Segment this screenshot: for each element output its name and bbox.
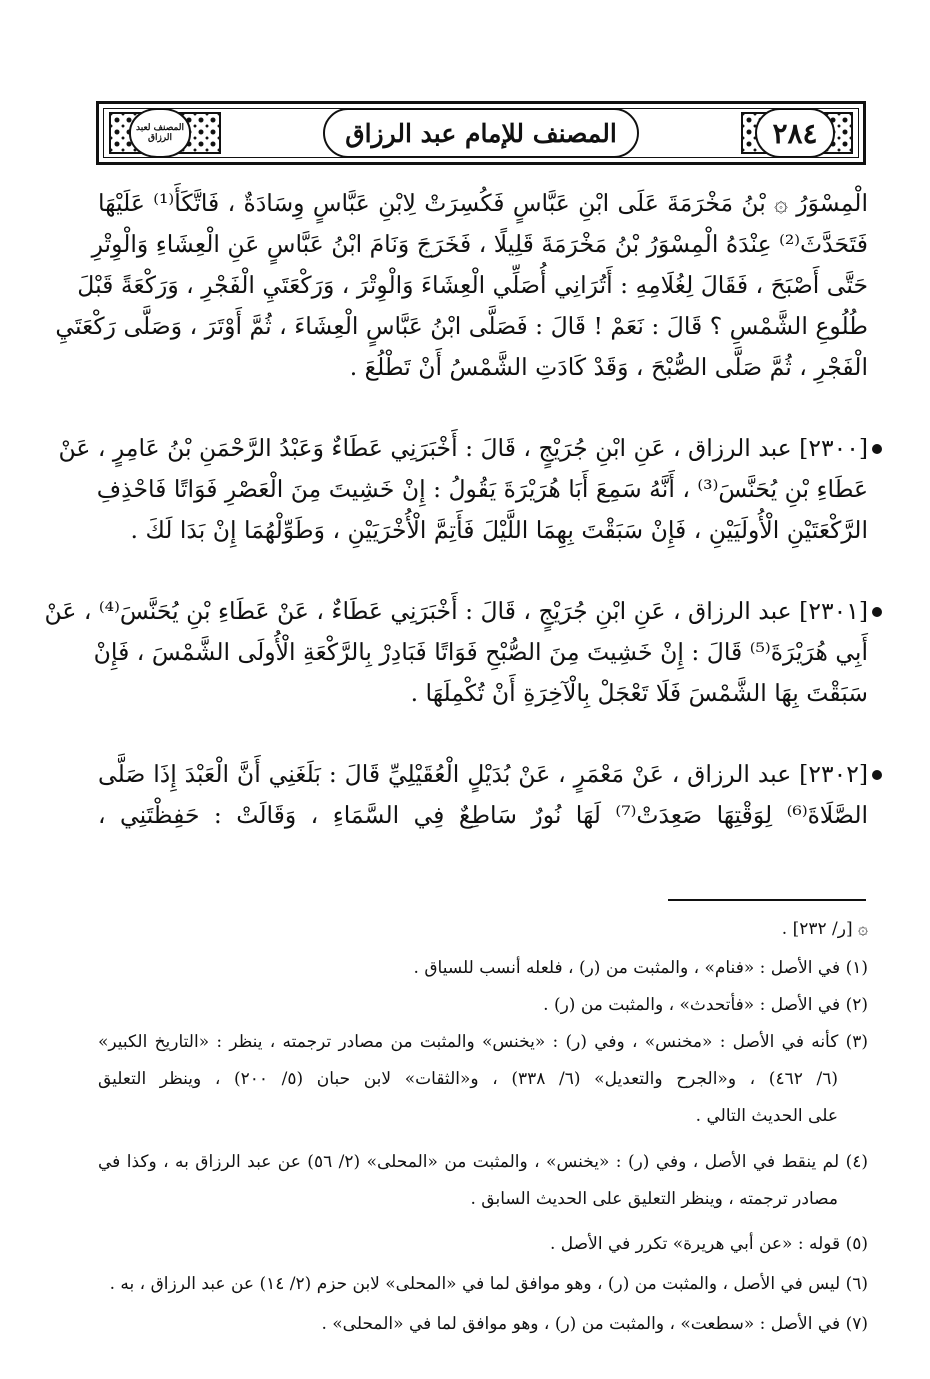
text-line: فَتَحَدَّثَ⁽²⁾ عِنْدَهُ الْمِسْوَرُ بْنُ مَخْرَمَةَ قَلِيلًا ، فَخَرَجَ وَنَامَ ابْنُ عَبَّاسٍ عَنِ الْعِشَاءِ وَالْوِتْرِ bbox=[91, 230, 868, 258]
hadith-bullet-icon bbox=[872, 444, 882, 454]
footnote-1: (١) في الأصل : «فنام» ، والمثبت من (ر) ، فلعله أنسب للسياق . bbox=[413, 958, 868, 978]
text-line: عَطَاءِ بْنِ يُحَنَّسَ⁽³⁾ ، أَنَّهُ سَمِعَ أَبَا هُرَيْرَةَ يَقُولُ : إِنْ خَشِيتَ مِنَ الْعَصْرِ فَوَاتًا فَاحْذِفِ bbox=[96, 475, 868, 503]
page-number: ٢٨٤ bbox=[772, 116, 818, 150]
footnote-3-cont: (٦/ ٤٦٢) ، و«الجرح والتعديل» (٦/ ٣٣٨) ، و«الثقات» لابن حبان (٥/ ٢٠٠) ، وينظر التعليق bbox=[98, 1069, 838, 1089]
page-number-box bbox=[755, 108, 835, 158]
footnote-4: (٤) لم ينقط في الأصل ، وفي (ر) : «يخنس» ، والمثبت من «المحلى» (٢/ ٥٦) عن عبد الرزاق به ، وكذا في bbox=[98, 1152, 868, 1172]
footnote-star: ۞ [ر/ ٢٣٢] . bbox=[781, 919, 868, 939]
text-line: أَبِي هُرَيْرَةَ⁽⁵⁾ قَالَ : إِنْ خَشِيتَ مِنَ الصُّبْحِ فَوَاتًا فَبَادِرْ بِالرَّكْعَةِ الْأُولَى الشَّمْسَ ، فَإِنْ bbox=[93, 638, 868, 666]
book-title: المصنف للإمام عبد الرزاق bbox=[345, 118, 617, 148]
footnote-3: (٣) كأنه في الأصل : «مخنس» ، وفي (ر) : «يخنس» والمثبت من مصادر ترجمته ، ينظر : «التاريخ الكبير» bbox=[98, 1032, 868, 1052]
text-line: الْفَجْرِ ، ثُمَّ صَلَّى الصُّبْحَ ، وَقَدْ كَادَتِ الشَّمْسُ أَنْ تَطْلُعَ . bbox=[349, 353, 868, 381]
text-line: الرَّكْعَتَيْنِ الْأُولَيَيْنِ ، فَإِنْ سَبَقْتَ بِهِمَا اللَّيْلَ فَأَتِمَّ الْأُخْرَيَيْنِ ، وَطَوِّلْهُمَا إِنْ بَدَا لَكَ . bbox=[130, 516, 868, 544]
text-line: حَتَّى أَصْبَحَ ، فَقَالَ لِغُلَامِهِ : أَتُرَانِي أُصَلِّي الْعِشَاءَ وَالْوِتْرَ ، وَرَكْعَتَيِ الْفَجْرِ ، وَرَكْعَةً قَبْلَ bbox=[77, 271, 868, 299]
text-line: الصَّلَاةَ⁽⁶⁾ لِوَقْتِهَا صَعِدَتْ⁽⁷⁾ لَهَا نُورٌ سَاطِعٌ فِي السَّمَاءِ ، وَقَالَتْ : حَفِظْتَنِي ، bbox=[98, 801, 869, 829]
footnote-6: (٦) ليس في الأصل ، والمثبت من (ر) ، وهو موافق لما في «المحلى» لابن حزم (٢/ ١٤) عن عبد الرزاق ، به . bbox=[109, 1274, 868, 1294]
footnote-4-cont: مصادر ترجمته ، وينظر التعليق على الحديث السابق . bbox=[470, 1189, 838, 1209]
book-seal-logo bbox=[129, 108, 191, 158]
hadith-2301-line: [٢٣٠١] عبد الرزاق ، عَنِ ابْنِ جُرَيْجٍ ، قَالَ : أَخْبَرَنِي عَطَاءٌ ، عَنْ عَطَاءِ بْنِ يُحَنَّسَ⁽⁴⁾ ، عَنْ bbox=[44, 597, 868, 625]
page-header bbox=[96, 101, 866, 165]
footnote-3-cont: على الحديث التالي . bbox=[695, 1106, 838, 1126]
hadith-2302-line: [٢٣٠٢] عبد الرزاق ، عَنْ مَعْمَرٍ ، عَنْ بُدَيْلٍ الْعُقَيْلِيِّ قَالَ : بَلَغَنِي أَنَّ الْعَبْدَ إِذَا صَلَّى bbox=[98, 760, 868, 788]
seal-text: المصنف لعبد الرزاق bbox=[136, 123, 184, 143]
footnote-5: (٥) قوله : «عن أبي هريرة» تكرر في الأصل . bbox=[550, 1234, 868, 1254]
hadith-bullet-icon bbox=[872, 770, 882, 780]
running-title bbox=[323, 108, 639, 158]
text-line: سَبَقْتَ بِهَا الشَّمْسَ فَلَا تَعْجَلْ بِالْآخِرَةِ أَنْ تُكْمِلَهَا . bbox=[410, 679, 868, 707]
footnote-2: (٢) في الأصل : «فأتحدث» ، والمثبت من (ر) . bbox=[543, 995, 868, 1015]
text-line: الْمِسْوَرُ ۞ بْنُ مَخْرَمَةَ عَلَى ابْنِ عَبَّاسٍ فَكُسِرَتْ لِابْنِ عَبَّاسٍ وِسَادَةٌ ، فَاتَّكَأَ⁽¹⁾ عَلَيْهَا bbox=[98, 189, 868, 217]
hadith-bullet-icon bbox=[872, 607, 882, 617]
text-line: طُلُوعِ الشَّمْسِ ؟ قَالَ : نَعَمْ ! قَالَ : فَصَلَّى ابْنُ عَبَّاسٍ الْعِشَاءَ ، ثُمَّ أَوْتَرَ ، وَصَلَّى رَكْعَتَيِ bbox=[55, 312, 868, 340]
footnote-divider bbox=[668, 899, 866, 901]
footnote-7: (٧) في الأصل : «سطعت» ، والمثبت من (ر) ، وهو موافق لما في «المحلى» . bbox=[321, 1314, 868, 1334]
hadith-2300-line: [٢٣٠٠] عبد الرزاق ، عَنِ ابْنِ جُرَيْجٍ ، قَالَ : أَخْبَرَنِي عَطَاءٌ وَعَبْدُ الرَّحْمَنِ بْنُ عَامِرٍ ، عَنْ bbox=[58, 434, 868, 462]
